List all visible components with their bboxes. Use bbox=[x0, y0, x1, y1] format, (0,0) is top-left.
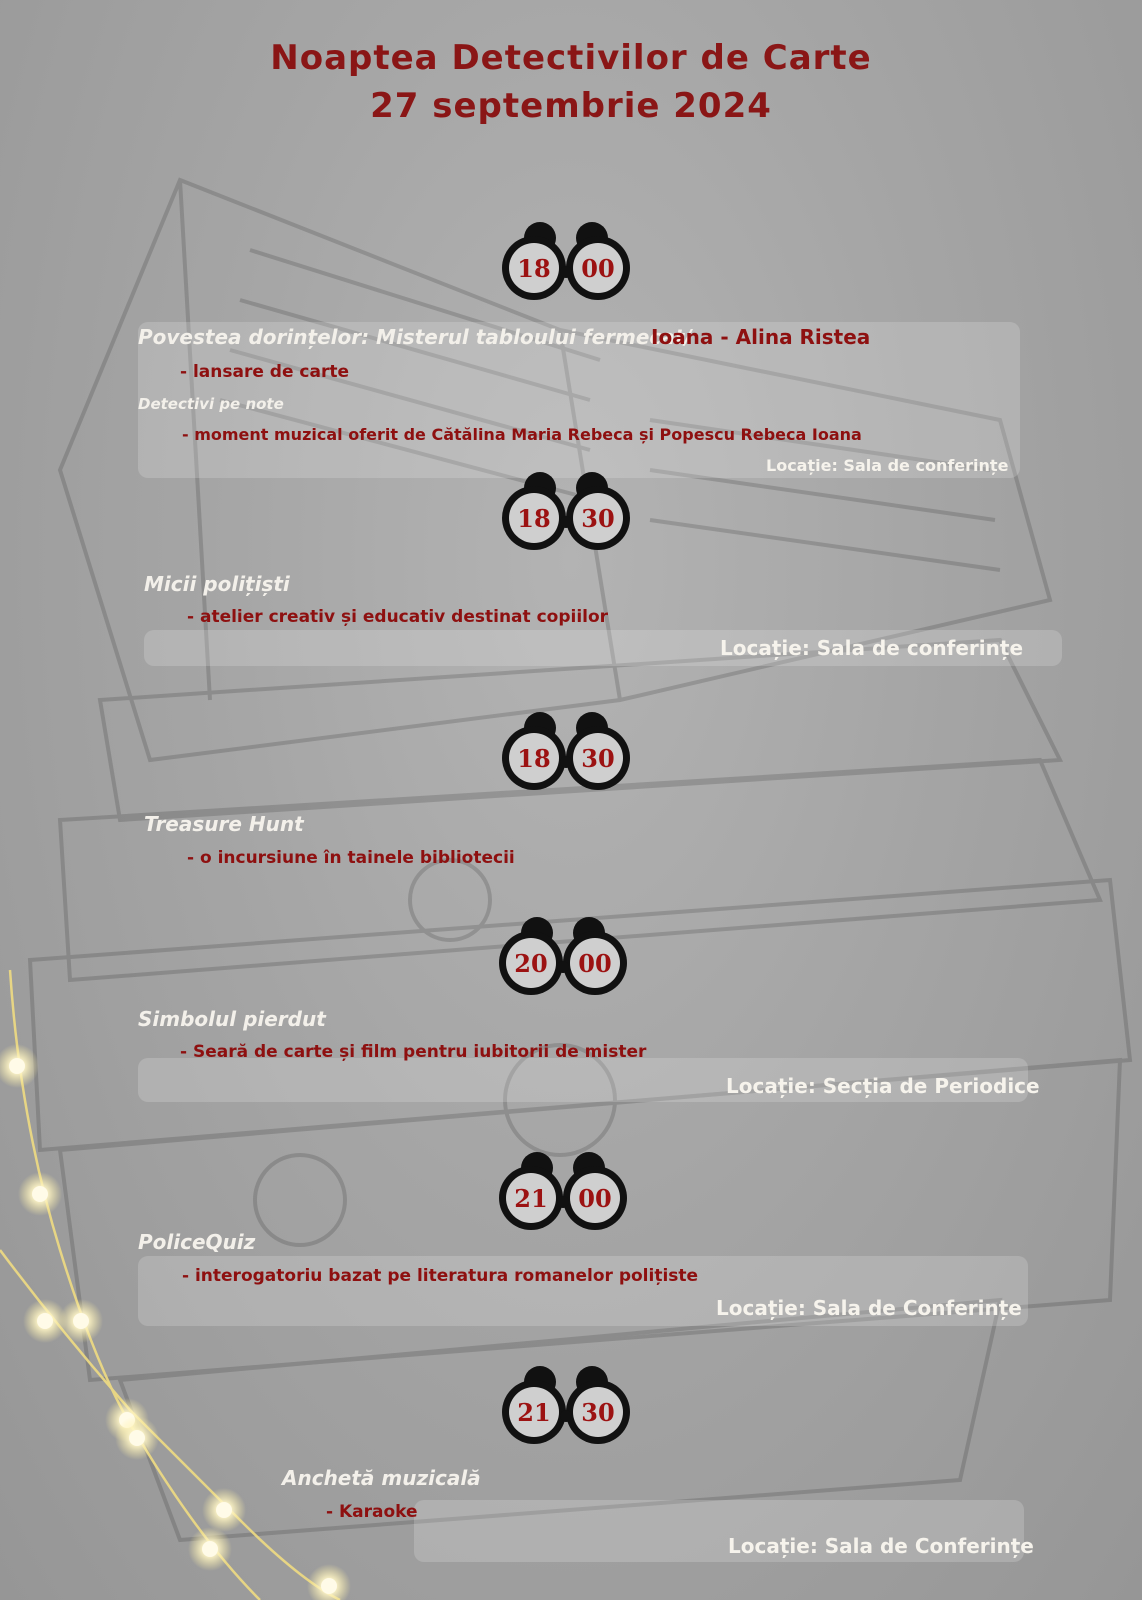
event-description: - Karaoke bbox=[326, 1502, 418, 1522]
binoculars-icon bbox=[498, 1364, 634, 1448]
binoculars-icon bbox=[498, 710, 634, 794]
title-event-name: Noaptea Detectivilor de Carte bbox=[270, 38, 872, 78]
event-location: Locație: Sala de Conferințe bbox=[728, 1534, 1034, 1558]
binoculars-icon bbox=[495, 915, 631, 999]
event-description: - Seară de carte și film pentru iubitorii de mister bbox=[180, 1042, 647, 1062]
time-hour: 21 bbox=[517, 1398, 551, 1427]
time-minute: 00 bbox=[578, 949, 612, 978]
binoculars-icon bbox=[498, 220, 634, 304]
event-location: Locație: Sala de conferințe bbox=[766, 456, 1009, 475]
time-hour: 18 bbox=[517, 254, 551, 283]
time-hour: 21 bbox=[514, 1184, 548, 1213]
time-minute: 30 bbox=[581, 1398, 615, 1427]
time-minute: 00 bbox=[578, 1184, 612, 1213]
time-hour: 18 bbox=[517, 504, 551, 533]
time-hour: 20 bbox=[514, 949, 548, 978]
event-title: Micii polițiști bbox=[144, 572, 290, 596]
event-title: PoliceQuiz bbox=[138, 1230, 256, 1254]
binoculars-icon bbox=[495, 1150, 631, 1234]
event-location: Locație: Sala de Conferințe bbox=[716, 1296, 1022, 1320]
event-location: Locație: Sala de conferințe bbox=[720, 636, 1024, 660]
event-description-2: - moment muzical oferit de Cătălina Maria Rebeca și Popescu Rebeca Ioana bbox=[182, 425, 862, 444]
poster-title bbox=[0, 34, 1142, 130]
binoculars-icon bbox=[498, 470, 634, 554]
event-description: - atelier creativ și educativ destinat copiilor bbox=[187, 607, 609, 627]
time-minute: 30 bbox=[581, 744, 615, 773]
event-title: Povestea dorințelor: Misterul tabloului fermecat/ bbox=[138, 325, 692, 349]
event-location: Locație: Secția de Periodice bbox=[726, 1074, 1040, 1098]
event-title: Anchetă muzicală bbox=[282, 1466, 481, 1490]
time-hour: 18 bbox=[517, 744, 551, 773]
event-description: - lansare de carte bbox=[180, 362, 350, 382]
event-description: - o incursiune în tainele bibliotecii bbox=[187, 848, 515, 868]
time-minute: 00 bbox=[581, 254, 615, 283]
time-minute: 30 bbox=[581, 504, 615, 533]
event-subtitle: Detectivi pe note bbox=[138, 395, 284, 413]
event-author: Ioana - Alina Ristea bbox=[651, 325, 871, 349]
event-description: - interogatoriu bazat pe literatura romanelor polițiste bbox=[182, 1266, 699, 1286]
event-title: Treasure Hunt bbox=[144, 812, 304, 836]
title-event-date: 27 septembrie 2024 bbox=[370, 86, 772, 126]
event-title: Simbolul pierdut bbox=[138, 1007, 326, 1031]
